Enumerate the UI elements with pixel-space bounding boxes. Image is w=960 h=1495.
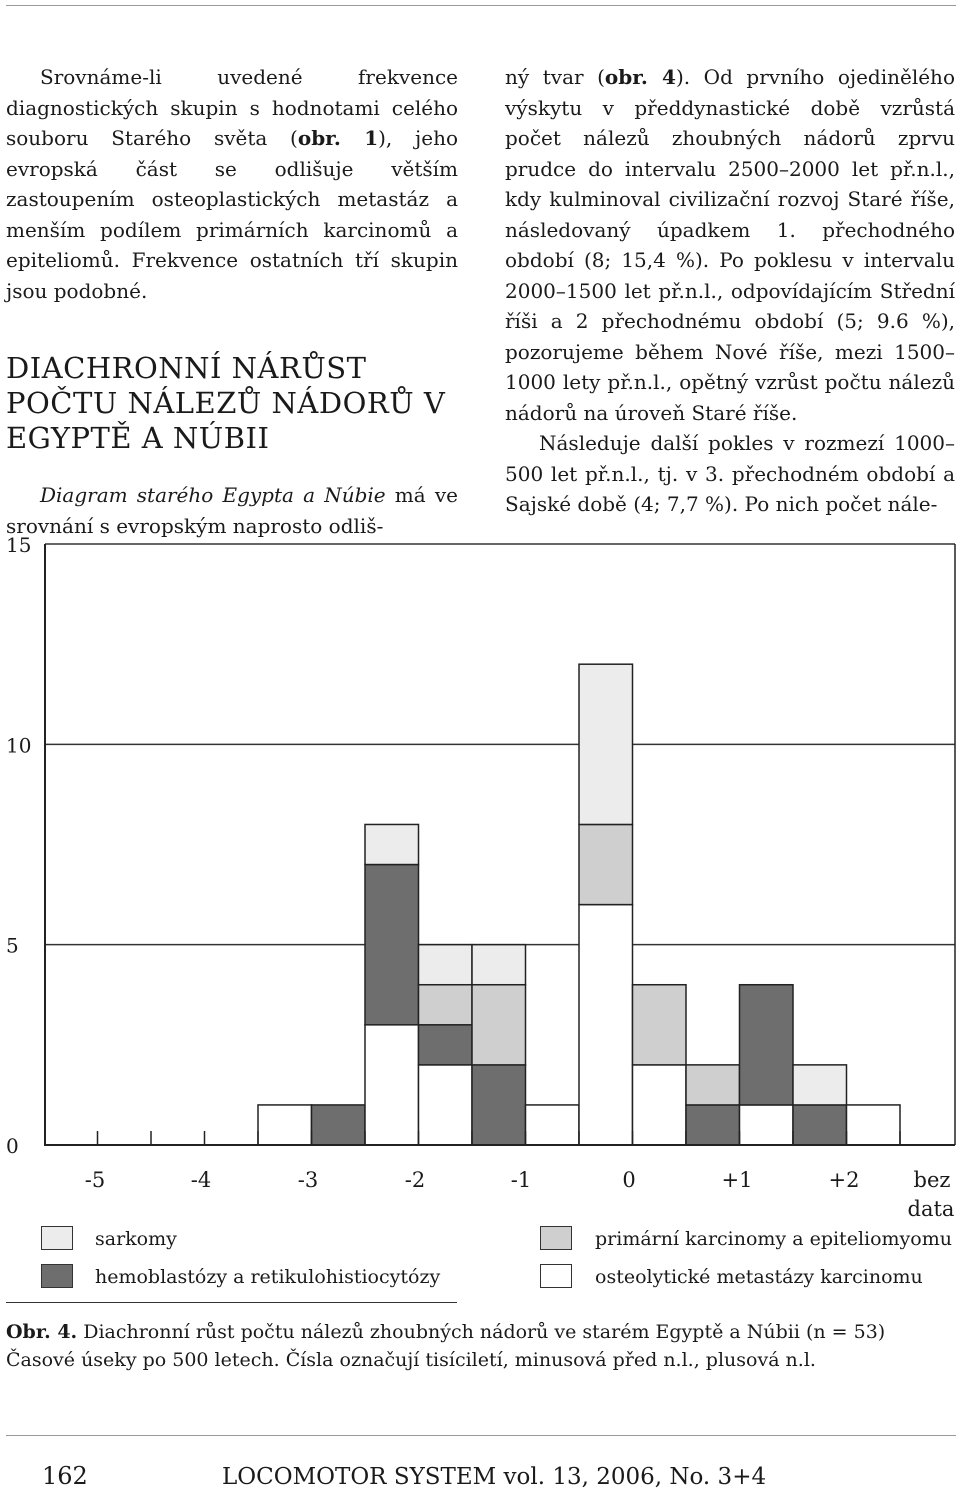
bar-segment (579, 824, 633, 904)
paragraph-diagram: Diagram starého Egypta a Núbie má ve srovnání s evropským naprosto odliš- (6, 483, 458, 538)
bar-segment (633, 1065, 687, 1145)
x-tick-label: -1 (510, 1168, 532, 1192)
legend-swatch-sarkomy (41, 1226, 73, 1250)
text-column-right (505, 62, 955, 520)
caption-line2: Časové úseky po 500 letech. Čísla označují tisíciletí, minusová před n.l., plusová n.l. (6, 1349, 816, 1371)
legend-label-hemo: hemoblastózy a retikulohistiocytózy (95, 1266, 441, 1288)
bar-segment (686, 1105, 740, 1145)
bar-segment (793, 1105, 847, 1145)
x-tick-label: 0 (622, 1168, 636, 1192)
text-column-left (6, 62, 458, 541)
caption-label: Obr. 4. (6, 1321, 78, 1343)
x-tick-label: -4 (190, 1168, 212, 1192)
bar-segment (472, 945, 526, 985)
bar-segment (365, 865, 419, 1025)
bar-segment (472, 1065, 526, 1145)
bar-segment (793, 1065, 847, 1105)
caption-rule (6, 1302, 457, 1303)
bar-segment (419, 1065, 473, 1145)
bar-segment (419, 1025, 473, 1065)
bar-segment (740, 985, 794, 1105)
x-tick-label: bez (913, 1168, 951, 1192)
page-number: 162 (42, 1462, 88, 1490)
bar-segment (579, 664, 633, 824)
legend-label-osteo: osteolytické metastázy karcinomu (595, 1266, 923, 1288)
legend-label-primarni: primární karcinomy a epiteliomyomu (595, 1228, 952, 1250)
stacked-bar-chart (0, 520, 960, 1221)
x-tick-label: data (907, 1197, 955, 1221)
caption-text: Diachronní růst počtu nálezů zhoubných nádorů ve starém Egyptě a Núbii (n = 53) (77, 1321, 886, 1343)
journal-name: LOCOMOTOR SYSTEM vol. 13, 2006, No. 3+4 (222, 1464, 767, 1490)
bar-segment (579, 905, 633, 1145)
y-tick-label: 5 (6, 933, 19, 958)
x-tick-label: +2 (828, 1168, 860, 1192)
y-tick-label: 10 (6, 733, 32, 758)
bar-segment (633, 985, 687, 1065)
bar-segment (365, 1025, 419, 1145)
paragraph-decline: Následuje další pokles v rozmezí 1000–500 let př.n.l., tj. v 3. přechodném období a Sajské době (4; 7,7 %). Po nich počet nále- (505, 431, 955, 516)
legend-swatch-primarni (540, 1226, 572, 1250)
bar-segment (258, 1105, 312, 1145)
legend-swatch-osteo (540, 1264, 572, 1288)
figure-caption (6, 1318, 956, 1374)
figure-ref: obr. 4 (604, 65, 676, 89)
figure-ref: obr. 1 (297, 126, 379, 150)
x-tick-label: +1 (721, 1168, 753, 1192)
x-tick-label: -5 (84, 1168, 106, 1192)
bar-segment (526, 1105, 580, 1145)
y-tick-label: 15 (6, 533, 32, 557)
x-tick-label: -2 (404, 1168, 426, 1192)
legend-label-sarkomy: sarkomy (95, 1228, 177, 1250)
paragraph-continued: ný tvar (obr. 4). Od prvního ojedinělého výskytu v předdynastické době vzrůstá počet nálezů zhoubných nádorů zprvu prudce do intervalu 2500–2000 let př.n.l., kdy kulminoval civilizační rozvoj Staré říše, následovaný úpadkem 1. přechodného období (8; 15,4 %). Po poklesu v intervalu 2000–1500 let př.n.l., odpovídajícím Střední říši a 2 přechodnému období (5; 9.6 %), pozorujeme během Nové říše, mezi 1500–1000 lety př.n.l., opětný vzrůst počtu nálezů nádorů na úroveň Staré říše. (505, 65, 955, 425)
bar-segment (740, 1105, 794, 1145)
bar-segment (472, 985, 526, 1065)
bar-segment (847, 1105, 901, 1145)
bar-segment (686, 1065, 740, 1105)
legend-swatch-hemo (41, 1264, 73, 1288)
section-heading: DIACHRONNÍ NÁRŮST POČTU NÁLEZŮ NÁDORŮ V EGYPTĚ A NÚBII (6, 351, 446, 455)
paragraph-intro: Srovnáme-li uvedené frekvence diagnostických skupin s hodnotami celého souboru Starého světa (obr. 1), jeho evropská část se odlišuje větším zastoupením osteoplastických metastáz a menším podílem primárních karcinomů a epiteliomů. Frekvence ostatních tří skupin jsou podobné. (6, 65, 458, 303)
footer-rule (6, 1435, 956, 1436)
top-rule (6, 5, 956, 6)
bar-segment (419, 945, 473, 985)
bar-segment (312, 1105, 366, 1145)
x-tick-label: -3 (297, 1168, 319, 1192)
y-tick-label: 0 (6, 1134, 19, 1158)
bar-segment (365, 824, 419, 864)
bar-segment (419, 985, 473, 1025)
